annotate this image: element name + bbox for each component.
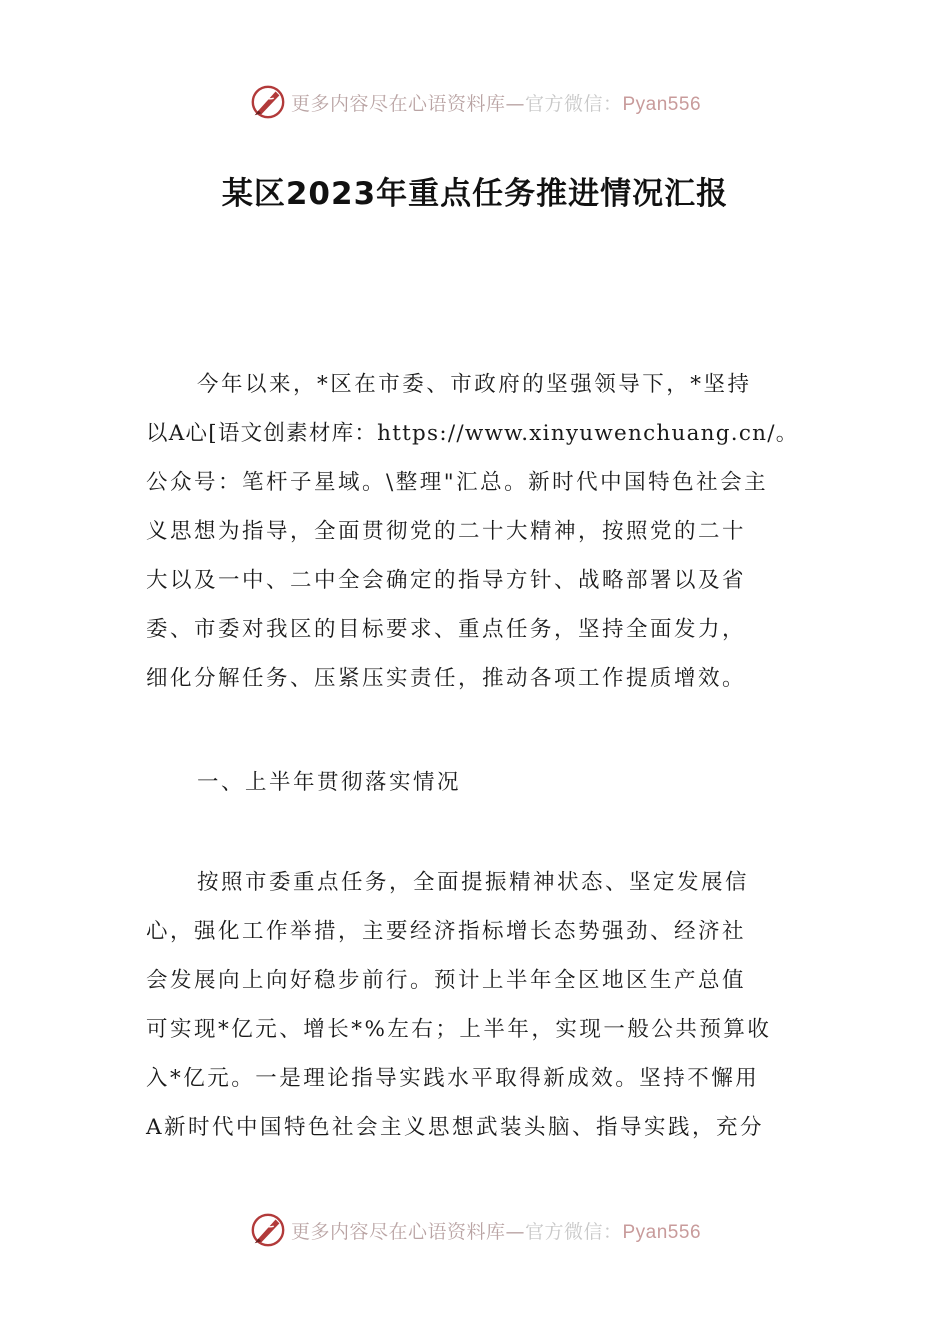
paragraph-intro [146, 360, 806, 703]
pen-logo-icon [249, 1211, 287, 1249]
section-heading-text: 一、上半年贯彻落实情况 [197, 770, 462, 795]
text-line: 心，强化工作举措，主要经济指标增长态势强劲、经济社 [146, 919, 747, 944]
text-line: 可实现*亿元、增长*%左右；上半年，实现一般公共预算收 [146, 1017, 772, 1042]
pen-logo-icon [249, 83, 287, 121]
header-watermark-banner [0, 80, 950, 124]
document-title: 某区2023年重点任务推进情况汇报 [221, 176, 729, 212]
text-line: A新时代中国特色社会主义思想武装头脑、指导实践，充分 [146, 1115, 765, 1140]
watermark-text: 更多内容尽在心语资料库—官方微信：Pyan556 [290, 1220, 702, 1243]
text-line: 入*亿元。一是理论指导实践水平取得新成效。坚持不懈用 [146, 1066, 760, 1091]
footer-watermark-banner [0, 1208, 950, 1252]
text-line: 公众号：笔杆子星域。\整理"汇总。新时代中国特色社会主 [146, 470, 769, 495]
watermark-text: 更多内容尽在心语资料库—官方微信：Pyan556 [290, 92, 702, 115]
text-line: 以A心[语文创素材库：https://www.xinyuwenchuang.cn/。 [146, 421, 799, 446]
text-line: 今年以来，*区在市委、市政府的坚强领导下，*坚持 [197, 372, 752, 397]
paragraph-section1 [146, 858, 806, 1152]
text-line: 委、市委对我区的目标要求、重点任务，坚持全面发力， [146, 617, 747, 642]
text-line: 细化分解任务、压紧压实责任，推动各项工作提质增效。 [146, 666, 747, 691]
text-line: 会发展向上向好稳步前行。预计上半年全区地区生产总值 [146, 968, 747, 993]
section-heading [146, 758, 806, 807]
text-line: 大以及一中、二中全会确定的指导方针、战略部署以及省 [146, 568, 747, 593]
text-line: 义思想为指导，全面贯彻党的二十大精神，按照党的二十 [146, 519, 747, 544]
text-line: 按照市委重点任务，全面提振精神状态、坚定发展信 [197, 870, 750, 895]
